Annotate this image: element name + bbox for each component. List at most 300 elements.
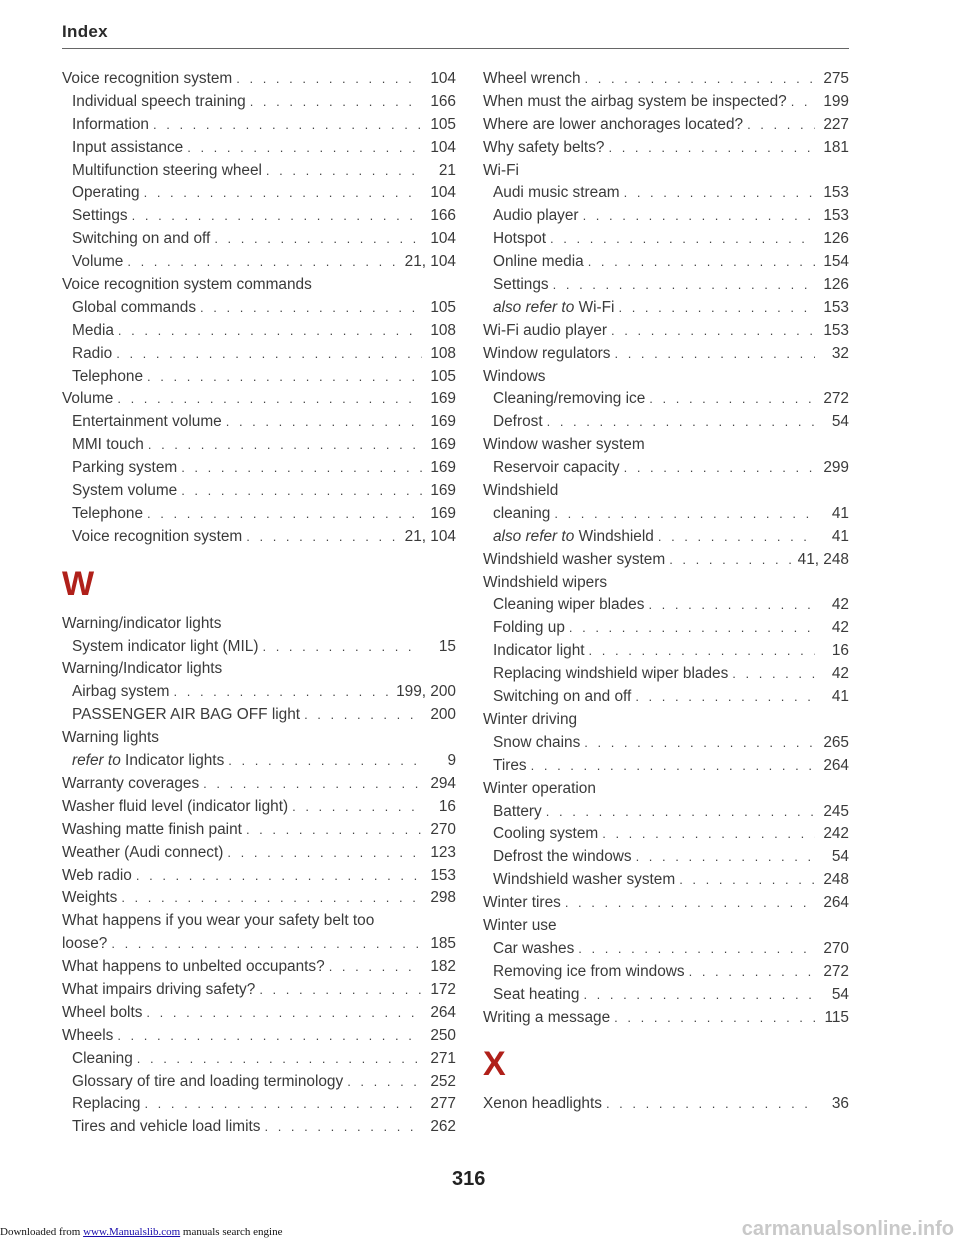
entry-label: Why safety belts? bbox=[483, 138, 605, 156]
index-entry bbox=[62, 956, 456, 979]
manualslib-link[interactable]: www.Manualslib.com bbox=[83, 1226, 181, 1238]
page-reference: 264 bbox=[823, 894, 849, 912]
entry-label: Warranty coverages bbox=[62, 774, 200, 792]
entry-label: Glossary of tire and loading terminology bbox=[72, 1072, 344, 1090]
index-subentry bbox=[62, 1093, 456, 1116]
page-header-title: Index bbox=[62, 22, 108, 41]
entry-label: Cleaning wiper blades bbox=[493, 596, 645, 614]
leader-dots bbox=[584, 732, 815, 755]
leader-dots bbox=[669, 549, 793, 572]
entry-label: Folding up bbox=[493, 619, 565, 637]
section-letter: W bbox=[62, 564, 95, 603]
page-reference: 105 bbox=[430, 298, 456, 316]
index-subentry bbox=[483, 251, 849, 274]
leader-dots bbox=[547, 411, 815, 434]
page-reference: 153 bbox=[430, 866, 456, 884]
leader-dots bbox=[606, 1093, 815, 1116]
index-subentry bbox=[483, 182, 849, 205]
index-heading: Winter operation bbox=[483, 779, 596, 797]
leader-dots bbox=[136, 865, 422, 888]
page-reference: 169 bbox=[430, 390, 456, 408]
index-entry bbox=[62, 796, 456, 819]
index-subentry bbox=[62, 1048, 456, 1071]
leader-dots bbox=[227, 842, 422, 865]
entry-label: Writing a message bbox=[483, 1008, 611, 1026]
leader-dots bbox=[649, 388, 815, 411]
index-subentry bbox=[483, 228, 849, 251]
index-subentry bbox=[483, 846, 849, 869]
leader-dots bbox=[624, 457, 815, 480]
index-subentry bbox=[483, 801, 849, 824]
page-reference: 54 bbox=[831, 985, 849, 1003]
download-footer bbox=[0, 1226, 282, 1238]
index-subentry bbox=[62, 297, 456, 320]
index-entry bbox=[62, 865, 456, 888]
page-reference: 154 bbox=[823, 253, 849, 271]
leader-dots bbox=[569, 617, 815, 640]
page-reference: 169 bbox=[430, 482, 456, 500]
entry-label: Snow chains bbox=[493, 733, 581, 751]
page-reference: 169 bbox=[430, 504, 456, 522]
entry-label: Cooling system bbox=[493, 825, 599, 843]
index-heading: Wi-Fi bbox=[483, 161, 519, 179]
entry-label: What happens to unbelted occupants? bbox=[62, 958, 325, 976]
leader-dots bbox=[118, 320, 422, 343]
index-subentry bbox=[62, 205, 456, 228]
leader-dots bbox=[565, 892, 815, 915]
index-heading: Warning lights bbox=[62, 729, 159, 747]
leader-dots bbox=[554, 503, 815, 526]
leader-dots bbox=[181, 457, 422, 480]
index-entry bbox=[62, 933, 456, 956]
entry-label: Global commands bbox=[72, 298, 197, 316]
page-reference: 181 bbox=[823, 138, 849, 156]
index-heading: Voice recognition system commands bbox=[62, 276, 312, 294]
index-subentry bbox=[62, 114, 456, 137]
index-subentry bbox=[483, 869, 849, 892]
page-reference: 153 bbox=[823, 298, 849, 316]
index-subentry bbox=[483, 503, 849, 526]
entry-label: What impairs driving safety? bbox=[62, 980, 256, 998]
leader-dots bbox=[203, 773, 422, 796]
index-subentry bbox=[62, 704, 456, 727]
page-reference: 272 bbox=[823, 390, 849, 408]
page-reference: 108 bbox=[430, 344, 456, 362]
page-reference: 169 bbox=[430, 459, 456, 477]
page-reference: 153 bbox=[823, 321, 849, 339]
leader-dots bbox=[329, 956, 422, 979]
index-heading: Windows bbox=[483, 367, 546, 385]
leader-dots bbox=[148, 434, 422, 457]
index-heading: Warning/Indicator lights bbox=[62, 660, 223, 678]
page-reference: 245 bbox=[823, 802, 849, 820]
page-reference: 169 bbox=[430, 436, 456, 454]
entry-label: Cleaning bbox=[72, 1049, 133, 1067]
leader-dots bbox=[187, 137, 422, 160]
entry-label: Wi-Fi audio player bbox=[483, 321, 608, 339]
index-entry bbox=[62, 773, 456, 796]
page-reference: 298 bbox=[430, 889, 456, 907]
leader-dots bbox=[636, 846, 815, 869]
index-subentry bbox=[483, 274, 849, 297]
index-heading: Windshield bbox=[483, 482, 559, 500]
page-reference: 16 bbox=[438, 797, 456, 815]
page-reference: 42 bbox=[831, 619, 849, 637]
index-subentry bbox=[62, 343, 456, 366]
leader-dots bbox=[147, 503, 422, 526]
page-reference: 277 bbox=[430, 1095, 456, 1113]
entry-label: PASSENGER AIR BAG OFF light bbox=[72, 706, 301, 724]
index-subentry bbox=[62, 503, 456, 526]
index-entry bbox=[483, 1093, 849, 1116]
index-subentry bbox=[483, 755, 849, 778]
leader-dots bbox=[127, 251, 400, 274]
page-reference: 172 bbox=[430, 980, 456, 998]
entry-label: Voice recognition system bbox=[62, 70, 233, 87]
page-reference: 54 bbox=[831, 848, 849, 866]
page-reference: 270 bbox=[823, 939, 849, 957]
entry-label: Tires bbox=[493, 756, 527, 774]
page-reference: 182 bbox=[430, 958, 456, 976]
leader-dots bbox=[602, 823, 815, 846]
index-entry-wrapped: What happens if you wear your safety belt too bbox=[62, 912, 375, 930]
leader-dots bbox=[144, 1093, 422, 1116]
leader-dots bbox=[583, 984, 815, 1007]
page-reference: 42 bbox=[831, 665, 849, 683]
entry-label bbox=[493, 297, 614, 320]
entry-label: Xenon headlights bbox=[483, 1095, 602, 1113]
page-reference: 199, 200 bbox=[396, 683, 456, 701]
index-subentry bbox=[62, 411, 456, 434]
index-subentry bbox=[483, 686, 849, 709]
leader-dots bbox=[611, 320, 815, 343]
leader-dots bbox=[266, 160, 422, 183]
entry-label: System volume bbox=[72, 482, 178, 500]
entry-label: Audi music stream bbox=[493, 184, 620, 202]
entry-label: Indicator light bbox=[493, 642, 585, 660]
entry-label: Airbag system bbox=[72, 683, 170, 701]
leader-dots bbox=[174, 681, 393, 704]
entry-label bbox=[72, 750, 224, 773]
cross-reference: also refer to bbox=[493, 298, 575, 316]
entry-label: Operating bbox=[72, 184, 140, 202]
leader-dots bbox=[614, 343, 815, 366]
index-subentry bbox=[62, 228, 456, 251]
entry-label: Input assistance bbox=[72, 138, 184, 156]
page-number: 316 bbox=[452, 1168, 486, 1190]
entry-label: Wheels bbox=[62, 1026, 114, 1044]
reference-target: Windshield bbox=[578, 527, 654, 545]
page-reference: 299 bbox=[823, 459, 849, 477]
entry-label: Switching on and off bbox=[72, 230, 211, 248]
index-heading: Winter use bbox=[483, 916, 557, 934]
index-entry bbox=[483, 892, 849, 915]
entry-label: Media bbox=[72, 321, 114, 339]
index-subentry bbox=[62, 636, 456, 659]
entry-label: MMI touch bbox=[72, 436, 144, 454]
leader-dots bbox=[608, 137, 815, 160]
entry-label: Washer fluid level (indicator light) bbox=[62, 797, 289, 815]
leader-dots bbox=[214, 228, 422, 251]
leader-dots bbox=[624, 182, 815, 205]
leader-dots bbox=[618, 297, 815, 320]
index-subentry bbox=[62, 182, 456, 205]
index-entry bbox=[62, 819, 456, 842]
leader-dots bbox=[200, 297, 422, 320]
leader-dots bbox=[588, 251, 815, 274]
page-reference: 264 bbox=[823, 756, 849, 774]
index-subentry bbox=[62, 750, 456, 773]
page-reference: 21, 104 bbox=[404, 253, 456, 271]
entry-label: Removing ice from windows bbox=[493, 962, 685, 980]
page-reference: 41 bbox=[831, 504, 849, 522]
index-subentry bbox=[483, 457, 849, 480]
leader-dots bbox=[648, 594, 815, 617]
reference-target: Indicator lights bbox=[125, 752, 225, 770]
entry-label: loose? bbox=[62, 935, 108, 953]
index-subentry bbox=[483, 961, 849, 984]
entry-label: Reservoir capacity bbox=[493, 459, 620, 477]
page-reference: 252 bbox=[430, 1072, 456, 1090]
page-reference: 166 bbox=[430, 207, 456, 225]
index-subentry bbox=[62, 320, 456, 343]
entry-label: Defrost the windows bbox=[493, 848, 632, 866]
index-entry bbox=[483, 549, 849, 572]
page-reference: 242 bbox=[823, 825, 849, 843]
leader-dots bbox=[550, 228, 815, 251]
index-subentry bbox=[483, 663, 849, 686]
page-reference: 41, 248 bbox=[797, 550, 849, 568]
index-subentry bbox=[62, 366, 456, 389]
entry-label: Telephone bbox=[72, 504, 144, 522]
index-subentry bbox=[483, 617, 849, 640]
leader-dots bbox=[747, 114, 815, 137]
entry-label: Multifunction steering wheel bbox=[72, 161, 262, 179]
index-subentry bbox=[483, 526, 849, 549]
page-reference: 270 bbox=[430, 820, 456, 838]
page-reference: 265 bbox=[823, 733, 849, 751]
entry-label: Switching on and off bbox=[493, 688, 632, 706]
index-entry bbox=[483, 1007, 849, 1030]
index-subentry bbox=[62, 1116, 456, 1139]
leader-dots bbox=[144, 182, 422, 205]
leader-dots bbox=[292, 796, 422, 819]
page-reference: 185 bbox=[430, 935, 456, 953]
index-subentry bbox=[62, 457, 456, 480]
page-reference: 104 bbox=[430, 70, 456, 87]
leader-dots bbox=[117, 388, 422, 411]
leader-dots bbox=[732, 663, 815, 686]
entry-label: Battery bbox=[493, 802, 542, 820]
entry-label: Wheel bolts bbox=[62, 1003, 143, 1021]
page-reference: 21 bbox=[438, 161, 456, 179]
footer-prefix: Downloaded from bbox=[0, 1226, 84, 1238]
entry-label: Where are lower anchorages located? bbox=[483, 115, 744, 133]
entry-label: Voice recognition system bbox=[72, 527, 243, 545]
leader-dots bbox=[236, 68, 422, 91]
page-reference: 32 bbox=[831, 344, 849, 362]
index-column-right bbox=[483, 68, 849, 1116]
leader-dots bbox=[246, 526, 400, 549]
index-subentry bbox=[62, 681, 456, 704]
index-entry bbox=[62, 68, 456, 91]
page-reference: 41 bbox=[831, 527, 849, 545]
index-subentry bbox=[483, 823, 849, 846]
page-reference: 104 bbox=[430, 230, 456, 248]
entry-label: Settings bbox=[72, 207, 128, 225]
leader-dots bbox=[585, 68, 815, 91]
leader-dots bbox=[791, 91, 815, 114]
leader-dots bbox=[531, 755, 815, 778]
entry-label: Radio bbox=[72, 344, 113, 362]
index-entry bbox=[62, 1025, 456, 1048]
page-reference: 264 bbox=[430, 1003, 456, 1021]
page-reference: 9 bbox=[447, 752, 456, 770]
entry-label: cleaning bbox=[493, 504, 551, 522]
leader-dots bbox=[250, 91, 422, 114]
page-reference: 200 bbox=[430, 706, 456, 724]
page-reference: 104 bbox=[430, 184, 456, 202]
header-divider bbox=[62, 48, 849, 49]
page-reference: 199 bbox=[823, 92, 849, 110]
page-reference: 42 bbox=[831, 596, 849, 614]
index-column-left bbox=[62, 68, 456, 1139]
index-subentry bbox=[62, 526, 456, 549]
page-reference: 275 bbox=[823, 70, 849, 87]
entry-label: Web radio bbox=[62, 866, 132, 884]
index-subentry bbox=[483, 411, 849, 434]
leader-dots bbox=[578, 938, 815, 961]
index-heading: Windshield wipers bbox=[483, 573, 608, 591]
entry-label: Winter tires bbox=[483, 894, 561, 912]
leader-dots bbox=[117, 1025, 422, 1048]
index-subentry bbox=[483, 938, 849, 961]
index-subentry bbox=[62, 251, 456, 274]
entry-label: Parking system bbox=[72, 459, 178, 477]
leader-dots bbox=[111, 933, 422, 956]
entry-label: Windshield washer system bbox=[483, 550, 666, 568]
page-reference: 16 bbox=[831, 642, 849, 660]
page-reference: 15 bbox=[438, 637, 456, 655]
leader-dots bbox=[228, 750, 422, 773]
page-reference: 104 bbox=[430, 138, 456, 156]
page-reference: 54 bbox=[831, 413, 849, 431]
index-subentry bbox=[62, 480, 456, 503]
entry-label: Defrost bbox=[493, 413, 543, 431]
entry-label: Window regulators bbox=[483, 344, 611, 362]
index-subentry bbox=[62, 91, 456, 114]
entry-label: Weather (Audi connect) bbox=[62, 843, 224, 861]
page-reference: 271 bbox=[430, 1049, 456, 1067]
index-subentry bbox=[62, 434, 456, 457]
index-entry bbox=[483, 68, 849, 91]
index-entry bbox=[62, 887, 456, 910]
index-subentry bbox=[62, 160, 456, 183]
page-reference: 248 bbox=[823, 871, 849, 889]
entry-label: Individual speech training bbox=[72, 92, 246, 110]
entry-label: System indicator light (MIL) bbox=[72, 637, 259, 655]
leader-dots bbox=[181, 480, 422, 503]
leader-dots bbox=[226, 411, 422, 434]
leader-dots bbox=[259, 979, 422, 1002]
leader-dots bbox=[546, 801, 815, 824]
index-subentry bbox=[483, 732, 849, 755]
index-subentry bbox=[483, 388, 849, 411]
page-reference: 41 bbox=[831, 688, 849, 706]
page-reference: 115 bbox=[824, 1008, 849, 1026]
cross-reference: also refer to bbox=[493, 527, 575, 545]
index-entry bbox=[62, 842, 456, 865]
leader-dots bbox=[147, 366, 422, 389]
leader-dots bbox=[153, 114, 422, 137]
entry-label: Cleaning/removing ice bbox=[493, 390, 646, 408]
leader-dots bbox=[264, 1116, 422, 1139]
index-heading: Warning/indicator lights bbox=[62, 614, 222, 632]
index-subentry bbox=[483, 205, 849, 228]
page-reference: 21, 104 bbox=[404, 527, 456, 545]
entry-label: Car washes bbox=[493, 939, 575, 957]
leader-dots bbox=[137, 1048, 422, 1071]
index-entry bbox=[62, 979, 456, 1002]
leader-dots bbox=[679, 869, 815, 892]
index-heading: Winter driving bbox=[483, 710, 578, 728]
leader-dots bbox=[553, 274, 815, 297]
index-subentry bbox=[62, 1071, 456, 1094]
watermark: carmanualsonline.info bbox=[741, 1218, 954, 1240]
index-subentry bbox=[483, 640, 849, 663]
page-reference: 272 bbox=[823, 962, 849, 980]
index-entry bbox=[62, 388, 456, 411]
entry-label: When must the airbag system be inspected? bbox=[483, 92, 787, 110]
entry-label: Replacing windshield wiper blades bbox=[493, 665, 729, 683]
entry-label: Telephone bbox=[72, 367, 144, 385]
entry-label: Replacing bbox=[72, 1095, 141, 1113]
entry-label: Volume bbox=[72, 253, 124, 271]
entry-label: Hotspot bbox=[493, 230, 547, 248]
index-subentry bbox=[483, 594, 849, 617]
page-reference: 105 bbox=[430, 115, 456, 133]
page-reference: 227 bbox=[823, 115, 849, 133]
leader-dots bbox=[121, 887, 422, 910]
leader-dots bbox=[635, 686, 815, 709]
reference-target: Wi-Fi bbox=[578, 298, 615, 316]
page-reference: 250 bbox=[430, 1026, 456, 1044]
page-reference: 36 bbox=[831, 1095, 849, 1113]
leader-dots bbox=[132, 205, 422, 228]
page-reference: 123 bbox=[430, 843, 456, 861]
footer-suffix: manuals search engine bbox=[180, 1226, 283, 1238]
leader-dots bbox=[246, 819, 422, 842]
index-entry bbox=[483, 320, 849, 343]
index-heading: Window washer system bbox=[483, 436, 645, 454]
section-letter: X bbox=[483, 1045, 506, 1084]
entry-label: Settings bbox=[493, 276, 549, 294]
page-reference: 126 bbox=[823, 230, 849, 248]
index-entry bbox=[483, 137, 849, 160]
entry-label: Windshield washer system bbox=[493, 871, 676, 889]
entry-label: Washing matte finish paint bbox=[62, 820, 242, 838]
leader-dots bbox=[583, 205, 815, 228]
entry-label: Volume bbox=[62, 390, 114, 408]
index-subentry bbox=[483, 984, 849, 1007]
entry-label: Online media bbox=[493, 253, 584, 271]
page-reference: 105 bbox=[430, 367, 456, 385]
leader-dots bbox=[116, 343, 422, 366]
page-reference: 126 bbox=[823, 276, 849, 294]
index-entry bbox=[62, 1002, 456, 1025]
entry-label: Audio player bbox=[493, 207, 579, 225]
entry-label: Weights bbox=[62, 889, 118, 907]
